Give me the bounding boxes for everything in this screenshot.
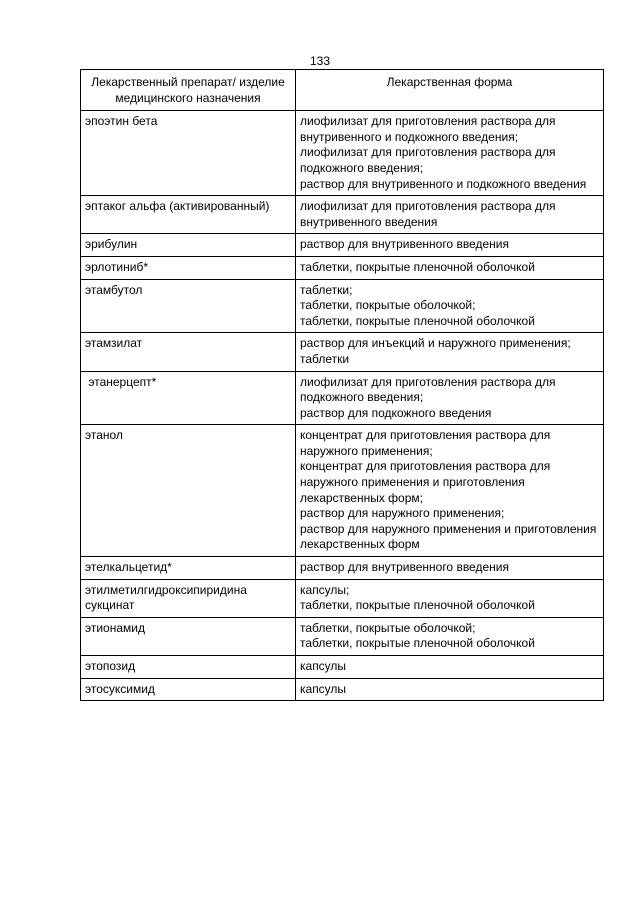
- drug-name-cell: эпоэтин бета: [81, 111, 296, 196]
- dosage-form-item: раствор для внутривенного введения: [300, 560, 509, 575]
- dosage-form-cell: [296, 279, 604, 333]
- dosage-form-item: раствор для внутривенного и подкожного введения: [300, 176, 587, 191]
- drug-name-cell: этанерцепт*: [81, 371, 296, 425]
- dosage-form-item: капсулы: [300, 681, 347, 696]
- table-row: [81, 279, 604, 333]
- table-row: [81, 425, 604, 557]
- drug-name-cell: этосуксимид: [81, 678, 296, 701]
- dosage-form-cell: [296, 557, 604, 580]
- table-row: [81, 617, 604, 655]
- table-row: [81, 678, 604, 701]
- drug-name-cell: эптаког альфа (активированный): [81, 196, 296, 234]
- table-header-row: [81, 70, 604, 111]
- dosage-form-item: раствор для подкожного введения: [300, 405, 492, 420]
- header-drug: Лекарственный препарат/ изделие медицинского назначения: [81, 70, 296, 111]
- table-row: [81, 256, 604, 279]
- dosage-form-cell: [296, 371, 604, 425]
- dosage-form-item: лиофилизат для приготовления раствора для внутривенного и подкожного введения;: [300, 114, 556, 144]
- dosage-form-item: лиофилизат для приготовления раствора для подкожного введения;: [300, 145, 556, 175]
- dosage-form-item: капсулы;: [300, 582, 350, 597]
- header-form: Лекарственная форма: [296, 70, 604, 111]
- dosage-form-item: таблетки, покрытые пленочной оболочкой: [300, 636, 535, 651]
- dosage-form-item: раствор для наружного применения;: [300, 506, 505, 521]
- drug-name-cell: этамзилат: [81, 333, 296, 371]
- dosage-form-item: концентрат для приготовления раствора для наружного применения и приготовления лекарственных форм;: [300, 459, 551, 505]
- table-row: [81, 196, 604, 234]
- dosage-form-item: лиофилизат для приготовления раствора для подкожного введения;: [300, 374, 556, 405]
- dosage-form-item: таблетки, покрытые пленочной оболочкой: [300, 259, 535, 274]
- dosage-form-item: таблетки;: [300, 282, 353, 297]
- dosage-form-item: лиофилизат для приготовления раствора для внутривенного введения: [300, 199, 556, 229]
- dosage-form-item: капсулы: [300, 659, 347, 673]
- dosage-form-item: раствор для внутривенного введения: [300, 237, 509, 252]
- dosage-form-cell: [296, 678, 604, 701]
- dosage-form-item: таблетки, покрытые пленочной оболочкой: [300, 313, 535, 328]
- table-row: [81, 557, 604, 580]
- drug-name-cell: этилметилгидроксипиридина сукцинат: [81, 579, 296, 617]
- drug-name-cell: этамбутол: [81, 279, 296, 333]
- dosage-form-cell: [296, 111, 604, 196]
- drug-forms-table: [80, 69, 604, 701]
- page-number: 133: [309, 54, 331, 68]
- drug-name-cell: эрибулин: [81, 234, 296, 257]
- dosage-form-cell: [296, 333, 604, 371]
- dosage-form-item: таблетки, покрытые оболочкой;: [300, 620, 476, 635]
- drug-name-cell: этанол: [81, 425, 296, 557]
- table-row: [81, 579, 604, 617]
- table-row: [81, 111, 604, 196]
- table-body: [81, 111, 604, 701]
- drug-name-cell: этелкальцетид*: [81, 557, 296, 580]
- dosage-form-item: таблетки: [300, 351, 350, 366]
- dosage-form-cell: [296, 256, 604, 279]
- dosage-form-item: раствор для наружного применения и приготовления лекарственных форм: [300, 521, 597, 552]
- table-row: [81, 234, 604, 257]
- dosage-form-cell: [296, 196, 604, 234]
- table-row: [81, 371, 604, 425]
- dosage-form-cell: [296, 579, 604, 617]
- dosage-form-cell: [296, 656, 604, 679]
- dosage-form-item: таблетки, покрытые пленочной оболочкой: [300, 598, 535, 613]
- dosage-form-item: концентрат для приготовления раствора для наружного применения;: [300, 428, 551, 458]
- dosage-form-cell: [296, 617, 604, 655]
- drug-name-cell: этионамид: [81, 617, 296, 655]
- dosage-form-item: раствор для инъекций и наружного применения;: [300, 336, 571, 351]
- dosage-form-cell: [296, 425, 604, 557]
- drug-name-cell: этопозид: [81, 656, 296, 679]
- drug-name-cell: эрлотиниб*: [81, 256, 296, 279]
- table-row: [81, 656, 604, 679]
- dosage-form-cell: [296, 234, 604, 257]
- dosage-form-item: таблетки, покрытые оболочкой;: [300, 298, 476, 313]
- table-row: [81, 333, 604, 371]
